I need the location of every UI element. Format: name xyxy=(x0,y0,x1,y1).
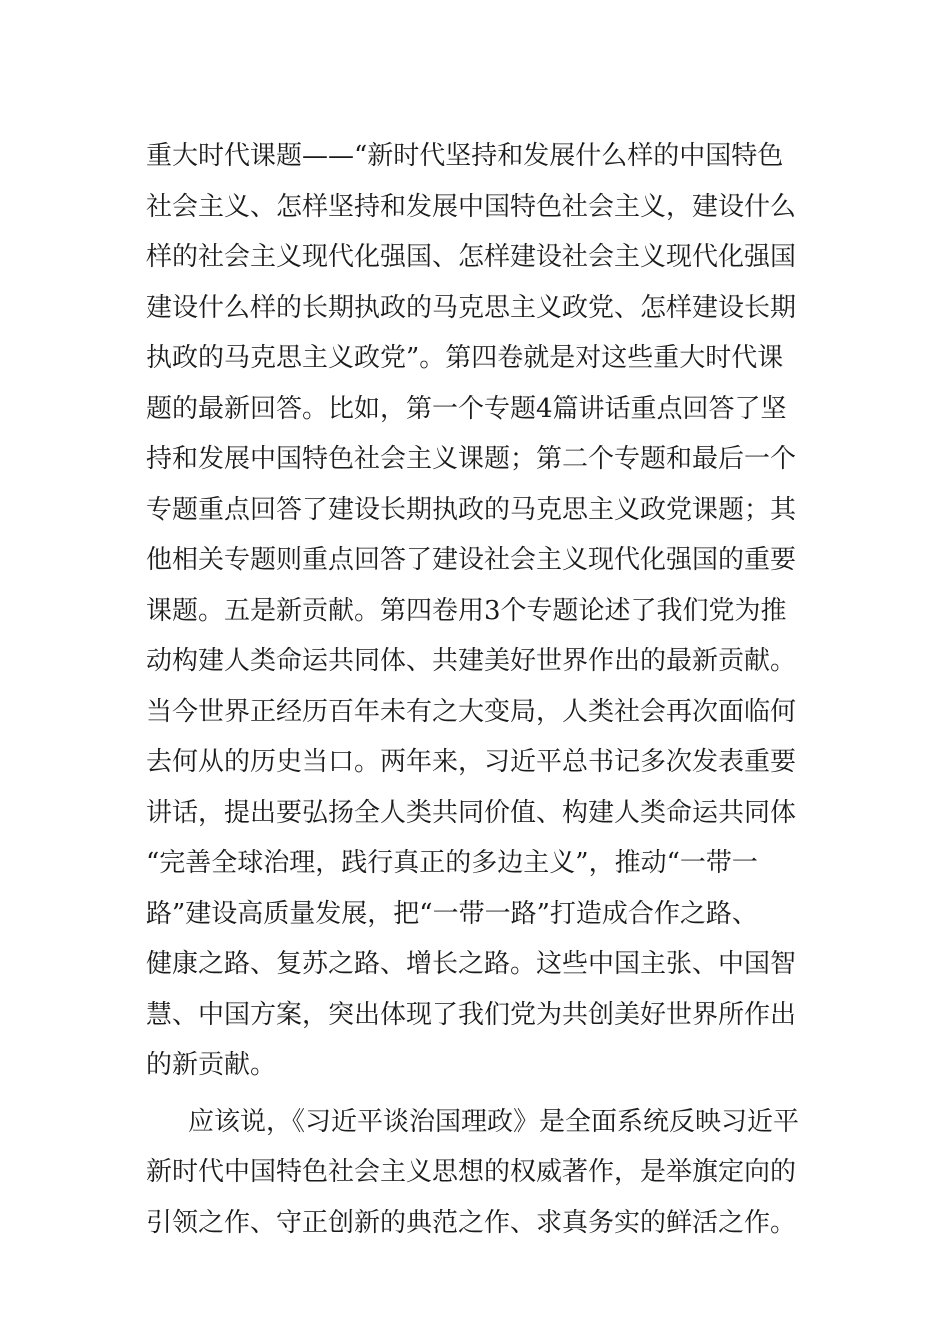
text-line: 他相关专题则重点回答了建设社会主义现代化强国的重要 xyxy=(146,545,797,575)
text-line: 健康之路、复苏之路、增长之路。这些中国主张、中国智 xyxy=(146,949,797,979)
text-line: 动构建人类命运共同体、共建美好世界作出的最新贡献。 xyxy=(146,646,797,676)
text-line: 新时代中国特色社会主义思想的权威著作，是举旗定向的 xyxy=(146,1157,797,1187)
text-line: 路”建设高质量发展，把“一带一路”打造成合作之路、 xyxy=(146,898,758,929)
text-line: 题的最新回答。比如，第一个专题4篇讲话重点回答了坚 xyxy=(146,393,787,424)
text-line: 重大时代课题——“新时代坚持和发展什么样的中国特色 xyxy=(146,141,784,171)
text-line: 去何从的历史当口。两年来，习近平总书记多次发表重要 xyxy=(146,747,797,777)
text-line: 持和发展中国特色社会主义课题；第二个专题和最后一个 xyxy=(146,444,797,474)
text-line: 讲话，提出要弘扬全人类共同价值、构建人类命运共同体 xyxy=(146,797,797,828)
text-line: 课题。五是新贡献。第四卷用3个专题论述了我们党为推 xyxy=(146,595,787,626)
text-line: 引领之作、守正创新的典范之作、求真务实的鲜活之作。 xyxy=(146,1207,797,1238)
body-text xyxy=(146,131,816,1248)
text-line: 样的社会主义现代化强国、怎样建设社会主义现代化强国 xyxy=(146,242,797,272)
text-line: “完善全球治理，践行真正的多边主义”，推动“一带一 xyxy=(146,848,758,878)
text-line: 慧、中国方案，突出体现了我们党为共创美好世界所作出 xyxy=(146,999,797,1030)
text-line: 建设什么样的长期执政的马克思主义政党、怎样建设长期 xyxy=(146,292,797,323)
text-line: 执政的马克思主义政党”。第四卷就是对这些重大时代课 xyxy=(146,343,784,373)
text-line: 社会主义、怎样坚持和发展中国特色社会主义，建设什么 xyxy=(146,191,797,222)
text-line: 的新贡献。 xyxy=(146,1050,277,1080)
text-line: 专题重点回答了建设长期执政的马克思主义政党课题；其 xyxy=(146,494,797,525)
text-line: 应该说，《习近平谈治国理政》是全面系统反映习近平 xyxy=(188,1106,800,1137)
text-line: 当今世界正经历百年未有之大变局，人类社会再次面临何 xyxy=(146,696,797,727)
